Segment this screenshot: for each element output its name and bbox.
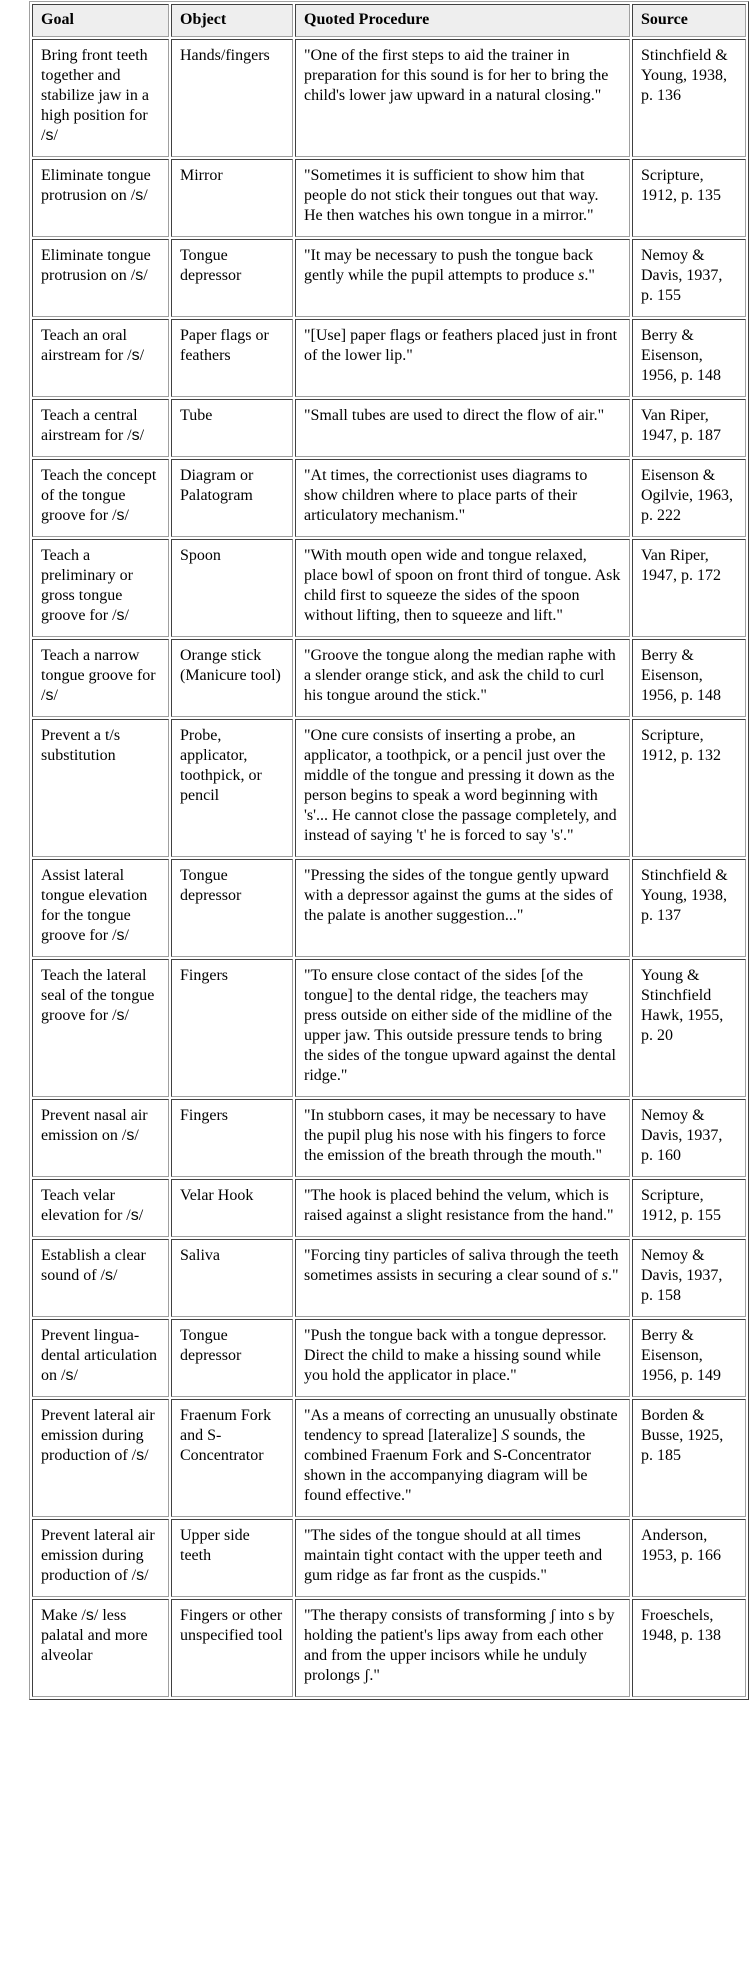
object-cell: Tube <box>171 399 293 457</box>
goal-cell: Teach a narrow tongue groove for /s/ <box>32 639 169 717</box>
table-row <box>32 959 746 1097</box>
goal-cell: Teach the lateral seal of the tongue groove for /s/ <box>32 959 169 1097</box>
procedure-cell: "Forcing tiny particles of saliva through the teeth sometimes assists in securing a clear sound of s." <box>295 1239 630 1317</box>
table-row <box>32 459 746 537</box>
goal-cell: Establish a clear sound of /s/ <box>32 1239 169 1317</box>
procedure-cell: "Small tubes are used to direct the flow of air." <box>295 399 630 457</box>
header-quoted-procedure: Quoted Procedure <box>295 4 630 37</box>
source-cell: Stinchfield & Young, 1938, p. 136 <box>632 39 746 157</box>
table-row <box>32 1519 746 1597</box>
table-row <box>32 719 746 857</box>
procedure-cell: "One of the first steps to aid the trainer in preparation for this sound is for her to bring the child's lower jaw upward in a natural closing." <box>295 39 630 157</box>
object-cell: Tongue depressor <box>171 239 293 317</box>
procedure-cell: "One cure consists of inserting a probe, an applicator, a toothpick, or a pencil just over the middle of the tongue and pressing it down as the person begins to speak a word beginning with 's'... He cannot close the passage completely, and instead of saying 't' he is forced to say 's'." <box>295 719 630 857</box>
goal-cell: Teach the concept of the tongue groove for /s/ <box>32 459 169 537</box>
table-row <box>32 1319 746 1397</box>
table-row <box>32 1399 746 1517</box>
goal-cell: Teach velar elevation for /s/ <box>32 1179 169 1237</box>
source-cell: Berry & Eisenson, 1956, p. 148 <box>632 319 746 397</box>
object-cell: Upper side teeth <box>171 1519 293 1597</box>
goal-cell: Prevent a t/s substitution <box>32 719 169 857</box>
procedure-cell: "It may be necessary to push the tongue back gently while the pupil attempts to produce s." <box>295 239 630 317</box>
source-cell: Froeschels, 1948, p. 138 <box>632 1599 746 1697</box>
table-row <box>32 159 746 237</box>
procedure-cell: "Sometimes it is sufficient to show him that people do not stick their tongues out that way. He then watches his own tongue in a mirror." <box>295 159 630 237</box>
goal-cell: Eliminate tongue protrusion on /s/ <box>32 159 169 237</box>
header-object: Object <box>171 4 293 37</box>
procedure-cell: "Groove the tongue along the median raphe with a slender orange stick, and ask the child to curl his tongue around the stick." <box>295 639 630 717</box>
table-row <box>32 1099 746 1177</box>
object-cell: Hands/fingers <box>171 39 293 157</box>
table-row <box>32 1239 746 1317</box>
source-cell: Eisenson & Ogilvie, 1963, p. 222 <box>632 459 746 537</box>
object-cell: Fingers <box>171 959 293 1097</box>
source-cell: Berry & Eisenson, 1956, p. 148 <box>632 639 746 717</box>
table-row <box>32 399 746 457</box>
object-cell: Orange stick (Manicure tool) <box>171 639 293 717</box>
source-cell: Scripture, 1912, p. 135 <box>632 159 746 237</box>
goal-cell: Teach a central airstream for /s/ <box>32 399 169 457</box>
source-cell: Van Riper, 1947, p. 187 <box>632 399 746 457</box>
object-cell: Saliva <box>171 1239 293 1317</box>
source-cell: Scripture, 1912, p. 155 <box>632 1179 746 1237</box>
object-cell: Velar Hook <box>171 1179 293 1237</box>
source-cell: Scripture, 1912, p. 132 <box>632 719 746 857</box>
object-cell: Diagram or Palatogram <box>171 459 293 537</box>
goal-cell: Teach an oral airstream for /s/ <box>32 319 169 397</box>
source-cell: Anderson, 1953, p. 166 <box>632 1519 746 1597</box>
object-cell: Probe, applicator, toothpick, or pencil <box>171 719 293 857</box>
procedure-cell: "The hook is placed behind the velum, which is raised against a slight resistance from the hand." <box>295 1179 630 1237</box>
source-cell: Nemoy & Davis, 1937, p. 155 <box>632 239 746 317</box>
object-cell: Tongue depressor <box>171 1319 293 1397</box>
object-cell: Fingers or other unspecified tool <box>171 1599 293 1697</box>
object-cell: Fingers <box>171 1099 293 1177</box>
goal-cell: Make /s/ less palatal and more alveolar <box>32 1599 169 1697</box>
table-row <box>32 319 746 397</box>
source-cell: Stinchfield & Young, 1938, p. 137 <box>632 859 746 957</box>
table-row <box>32 639 746 717</box>
procedure-cell: "With mouth open wide and tongue relaxed, place bowl of spoon on front third of tongue. Ask child first to squeeze the sides of the spoon without lifting, then to squeeze and lift." <box>295 539 630 637</box>
procedure-cell: "As a means of correcting an unusually obstinate tendency to spread [lateralize] S sounds, the combined Fraenum Fork and S-Concentrator shown in the accompanying diagram will be found effective." <box>295 1399 630 1517</box>
procedure-cell: "The therapy consists of transforming ʃ into s by holding the patient's lips away from each other and from the upper incisors while he unduly prolongs ʃ." <box>295 1599 630 1697</box>
table-row <box>32 1179 746 1237</box>
table-row <box>32 539 746 637</box>
table-row <box>32 1599 746 1697</box>
object-cell: Mirror <box>171 159 293 237</box>
page-content <box>29 1 749 1700</box>
object-cell: Paper flags or feathers <box>171 319 293 397</box>
procedure-cell: "Push the tongue back with a tongue depressor. Direct the child to make a hissing sound while you hold the applicator in place." <box>295 1319 630 1397</box>
table-row <box>32 239 746 317</box>
goal-cell: Eliminate tongue protrusion on /s/ <box>32 239 169 317</box>
goal-cell: Prevent lateral air emission during production of /s/ <box>32 1399 169 1517</box>
goal-cell: Prevent lingua-dental articulation on /s/ <box>32 1319 169 1397</box>
source-cell: Borden & Busse, 1925, p. 185 <box>632 1399 746 1517</box>
procedure-cell: "At times, the correctionist uses diagrams to show children where to place parts of their articulatory mechanism." <box>295 459 630 537</box>
table-row <box>32 39 746 157</box>
object-cell: Fraenum Fork and S-Concentrator <box>171 1399 293 1517</box>
table-row <box>32 859 746 957</box>
source-cell: Nemoy & Davis, 1937, p. 158 <box>632 1239 746 1317</box>
object-cell: Spoon <box>171 539 293 637</box>
procedure-cell: "To ensure close contact of the sides [of the tongue] to the dental ridge, the teachers may press outside on either side of the midline of the upper jaw. This outside pressure tends to bring the sides of the tongue upward against the dental ridge." <box>295 959 630 1097</box>
object-cell: Tongue depressor <box>171 859 293 957</box>
source-cell: Young & Stinchfield Hawk, 1955, p. 20 <box>632 959 746 1097</box>
goal-cell: Prevent nasal air emission on /s/ <box>32 1099 169 1177</box>
procedure-cell: "In stubborn cases, it may be necessary to have the pupil plug his nose with his fingers to force the emission of the breath through the mouth." <box>295 1099 630 1177</box>
table-header-row <box>32 4 746 37</box>
goal-cell: Teach a preliminary or gross tongue groove for /s/ <box>32 539 169 637</box>
source-cell: Van Riper, 1947, p. 172 <box>632 539 746 637</box>
source-cell: Nemoy & Davis, 1937, p. 160 <box>632 1099 746 1177</box>
goal-cell: Prevent lateral air emission during production of /s/ <box>32 1519 169 1597</box>
procedures-table <box>29 1 749 1700</box>
source-cell: Berry & Eisenson, 1956, p. 149 <box>632 1319 746 1397</box>
procedure-cell: "The sides of the tongue should at all times maintain tight contact with the upper teeth and gum ridge as far front as the cuspids." <box>295 1519 630 1597</box>
goal-cell: Bring front teeth together and stabilize jaw in a high position for /s/ <box>32 39 169 157</box>
header-goal: Goal <box>32 4 169 37</box>
goal-cell: Assist lateral tongue elevation for the tongue groove for /s/ <box>32 859 169 957</box>
table-body <box>32 39 746 1697</box>
procedure-cell: "Pressing the sides of the tongue gently upward with a depressor against the gums at the sides of the palate is another suggestion..." <box>295 859 630 957</box>
header-source: Source <box>632 4 746 37</box>
procedure-cell: "[Use] paper flags or feathers placed just in front of the lower lip." <box>295 319 630 397</box>
